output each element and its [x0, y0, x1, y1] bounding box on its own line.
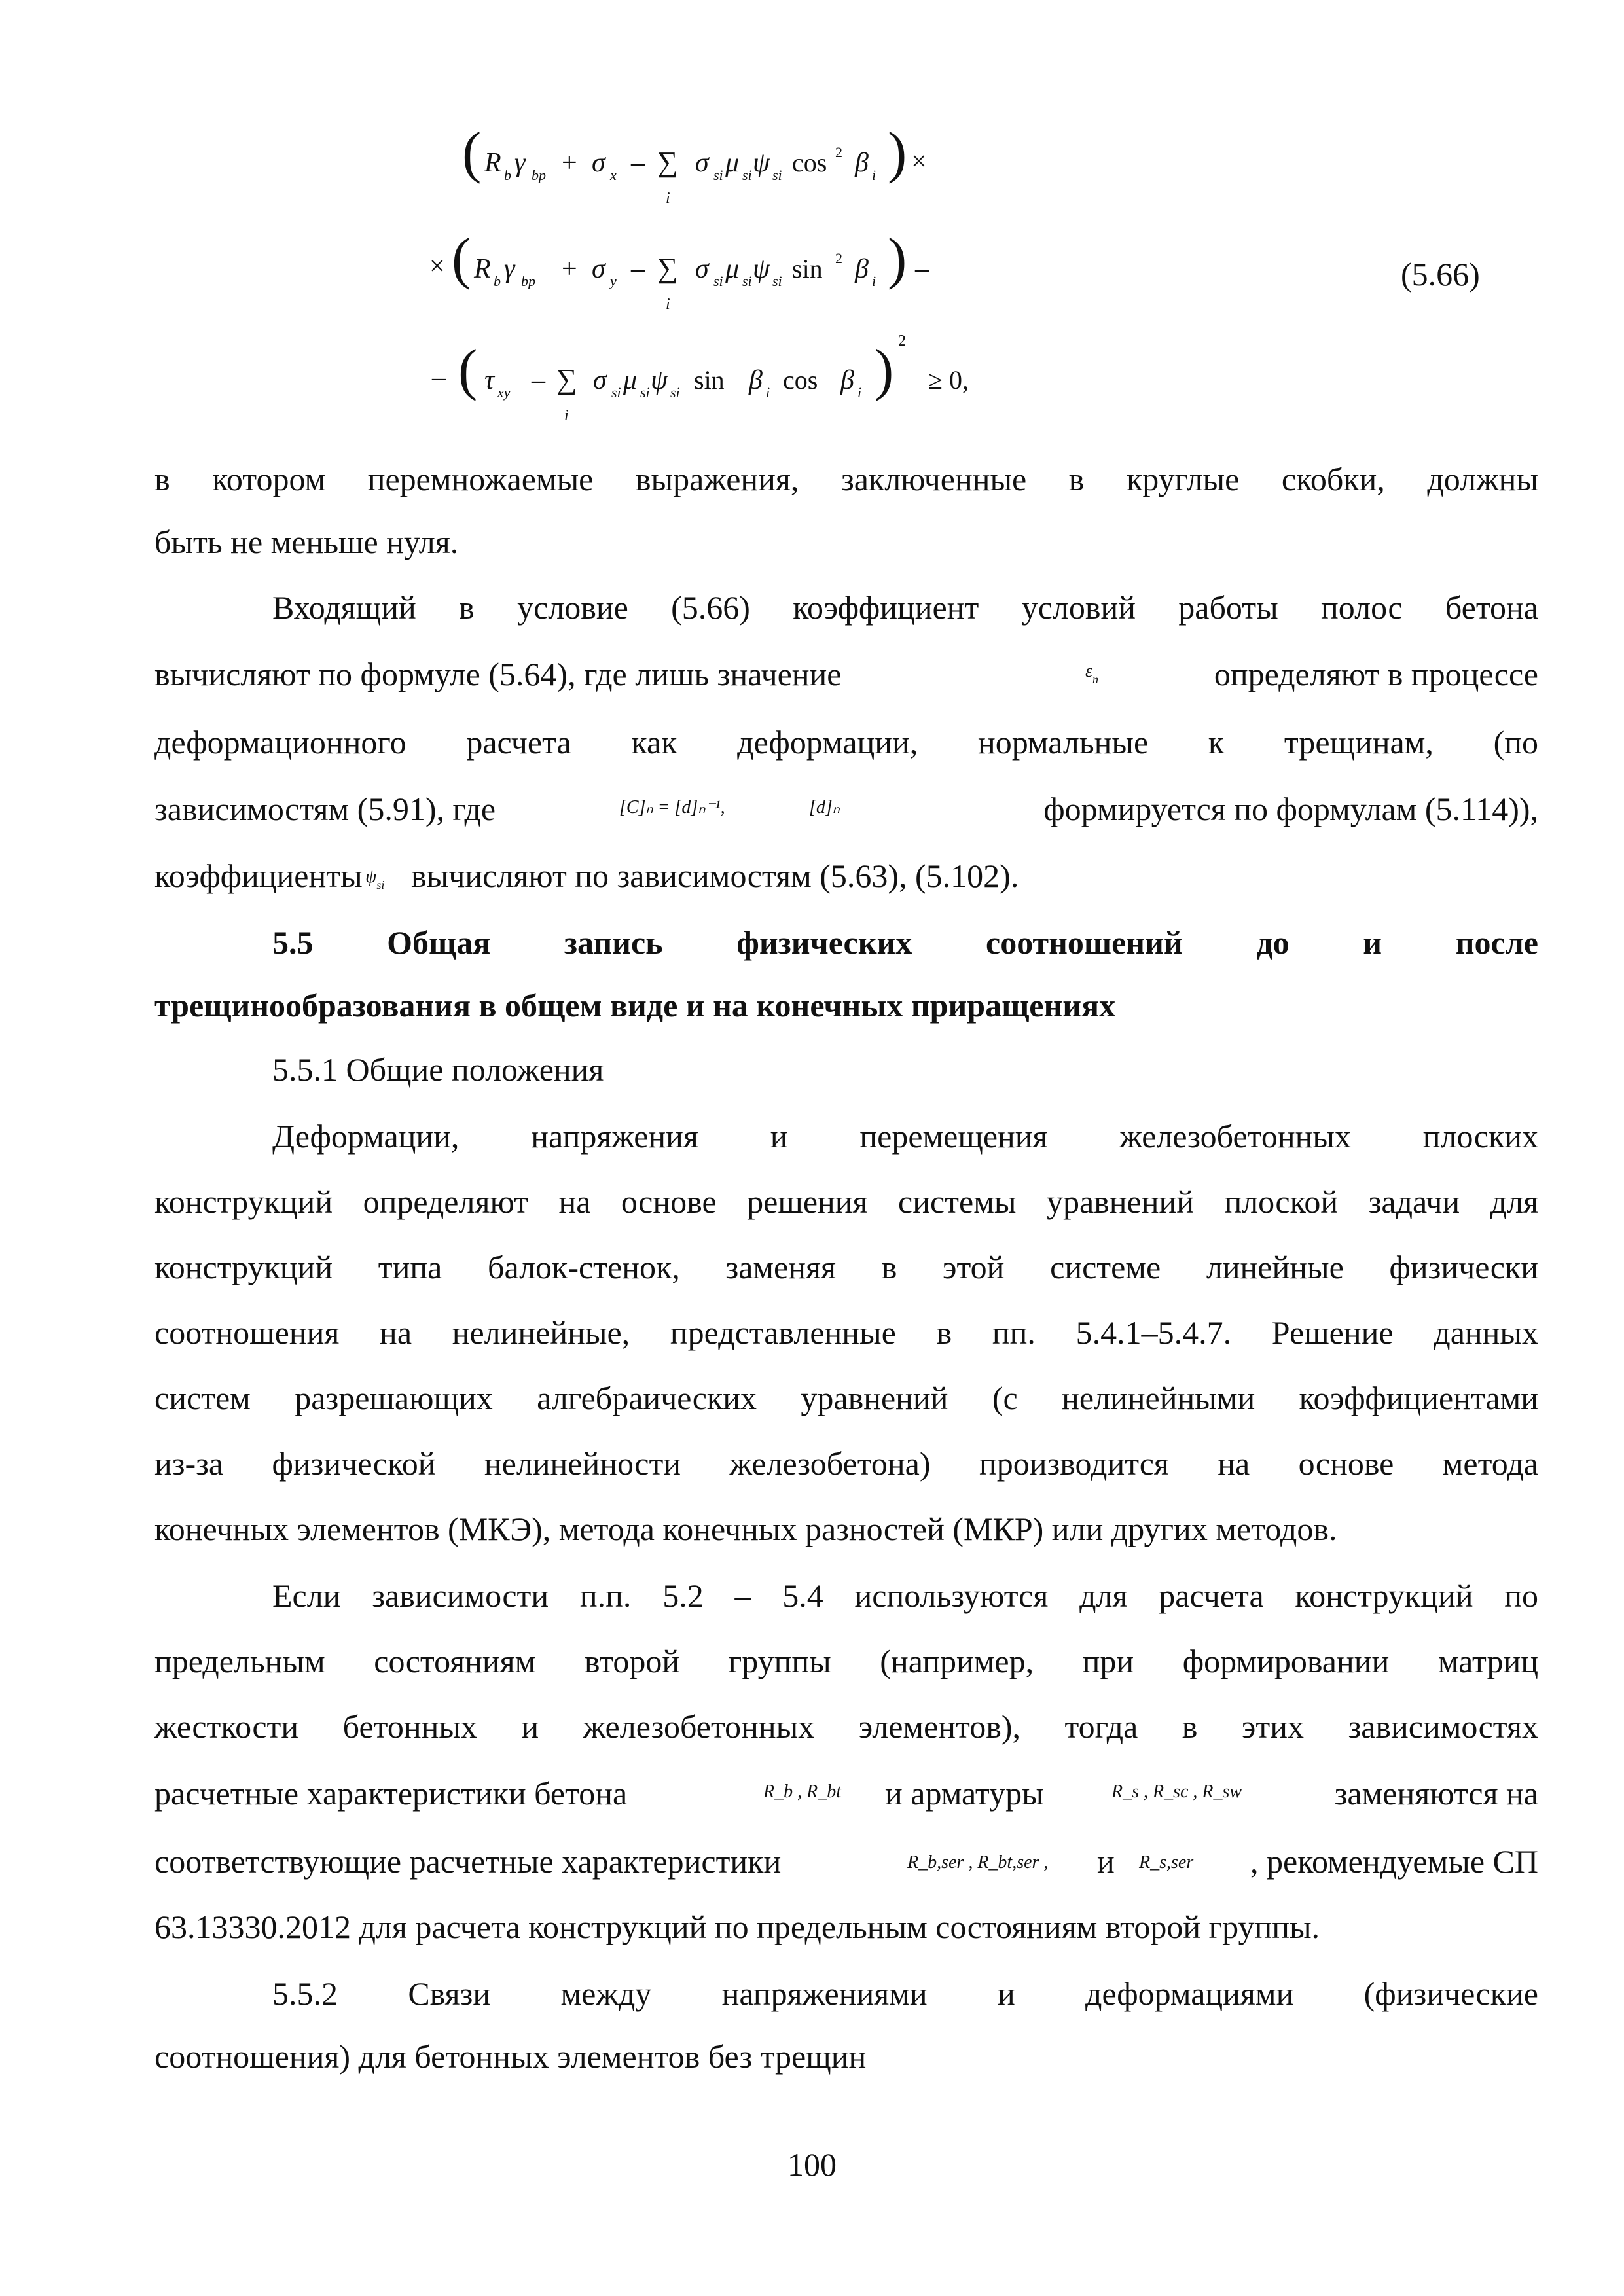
svg-text:si: si [772, 273, 782, 289]
matrix-d: [d]ₙ [809, 797, 840, 817]
svg-text:(: ( [458, 338, 478, 402]
text-line: конструкций определяют на основе решения системы уравнений плоской задачи для [154, 1183, 1538, 1220]
svg-text:b: b [494, 273, 501, 289]
formula-graphic [0, 0, 1624, 458]
text-line: в котором перемножаемые выражения, заключенные в круглые скобки, должны [154, 461, 1538, 497]
svg-text:sin: sin [792, 254, 823, 283]
svg-text:×: × [429, 251, 445, 281]
text-line-with-math: вычисляют по формуле (5.64), где лишь значение $\varepsilon_n$ определяют в процессе [154, 655, 1538, 694]
svg-text:i: i [766, 384, 770, 401]
text-line-with-math: расчетные характеристики бетона R_b , R_bt и арматуры R_s , R_sc , R_sw заменяются на [154, 1774, 1538, 1813]
text-line: жесткости бетонных и железобетонных элементов), тогда в этих зависимостях [154, 1708, 1538, 1745]
svg-text:b: b [504, 167, 511, 183]
text-line: Входящий в условие (5.66) коэффициент условий работы полос бетона [272, 589, 1538, 626]
svg-text:μ: μ [725, 254, 740, 284]
svg-text:ψ: ψ [753, 254, 770, 284]
svg-text:γ: γ [504, 254, 515, 284]
svg-text:≥ 0,: ≥ 0, [928, 365, 969, 395]
svg-text:si: si [611, 384, 621, 401]
svg-text:τ: τ [484, 365, 495, 395]
text-line: быть не меньше нуля. [154, 524, 459, 560]
svg-text:∑: ∑ [657, 252, 678, 284]
svg-text:–: – [432, 363, 446, 393]
svg-text:σ: σ [593, 365, 607, 395]
svg-text:x: x [610, 167, 617, 183]
epsilon-n: $\varepsilon_n$ [1085, 661, 1099, 686]
svg-text:cos: cos [792, 148, 827, 177]
svg-text:R: R [474, 254, 491, 284]
rb-rbt: R_b , R_bt [763, 1782, 841, 1802]
rs-rsc-rsw: R_s , R_sc , R_sw [1111, 1782, 1242, 1802]
svg-text:xy: xy [497, 384, 511, 401]
subsection-heading-5-5-2: 5.5.2 Связи между напряжениями и деформациями (физические [272, 1975, 1538, 2012]
svg-text:si: si [772, 167, 782, 183]
svg-text:∑: ∑ [657, 146, 678, 178]
svg-text:bp: bp [521, 273, 535, 289]
svg-text:β: β [855, 254, 869, 284]
svg-text:si: si [640, 384, 650, 401]
paren-right-1: ) [888, 121, 907, 185]
svg-text:β: β [840, 365, 854, 395]
svg-text:y: y [610, 273, 617, 289]
text-line-with-math: зависимостям (5.91), где [C]ₙ = [d]ₙ⁻¹, [d]ₙ формируется по формулам (5.114)), [154, 789, 1538, 829]
text-line: систем разрешающих алгебраических уравнений (с нелинейными коэффициентами [154, 1380, 1538, 1416]
svg-text:2: 2 [835, 144, 842, 160]
svg-text:–: – [631, 148, 645, 178]
text-line: конечных элементов (МКЭ), метода конечных разностей (МКР) или других методов. [154, 1511, 1337, 1547]
text-line: Деформации, напряжения и перемещения железобетонных плоских [272, 1118, 1538, 1155]
paren-left-1: ( [462, 121, 482, 185]
svg-text:γ: γ [514, 148, 526, 178]
psi-si: $\psi_{si}$ [365, 867, 385, 891]
svg-text:sin: sin [694, 365, 725, 395]
svg-text:–: – [532, 365, 545, 395]
text-line: соотношения на нелинейные, представленные в пп. 5.4.1–5.4.7. Решение данных [154, 1314, 1538, 1351]
svg-text:bp: bp [532, 167, 546, 183]
svg-text:∑: ∑ [556, 363, 577, 395]
svg-text:ψ: ψ [651, 365, 668, 395]
svg-text:si: si [713, 273, 723, 289]
equation-number: (5.66) [1401, 256, 1480, 293]
text-line-with-math: соответствующие расчетные характеристики R_b,ser , R_bt,ser , и R_s,ser , рекомендуемые СП [154, 1842, 1538, 1881]
svg-text:ψ: ψ [753, 148, 770, 178]
svg-text:+: + [562, 254, 577, 284]
svg-text:μ: μ [623, 365, 638, 395]
svg-text:σ: σ [592, 148, 605, 178]
section-heading-5-5-cont: трещинообразования в общем виде и на конечных приращениях [154, 987, 1116, 1024]
svg-text:(: ( [452, 227, 471, 291]
svg-text:si: si [742, 167, 752, 183]
svg-text:i: i [564, 407, 569, 424]
page-number: 100 [787, 2146, 837, 2183]
svg-text:2: 2 [835, 250, 842, 266]
text-line: деформационного расчета как деформации, нормальные к трещинам, (по [154, 724, 1538, 761]
text-line: предельным состояниям второй группы (например, при формировании матриц [154, 1643, 1538, 1679]
rsser: R_s,ser [1139, 1852, 1194, 1873]
svg-text:×: × [911, 147, 927, 177]
subsection-heading-5-5-1: 5.5.1 Общие положения [272, 1051, 604, 1088]
svg-text:i: i [666, 190, 670, 207]
text-line-with-math: коэффициенты $\psi_{si}$ вычисляют по зависимостям (5.63), (5.102). [154, 856, 1538, 895]
text-line: из-за физической нелинейности железобетона) производится на основе метода [154, 1445, 1538, 1482]
svg-text:–: – [915, 254, 929, 284]
svg-text:cos: cos [783, 365, 818, 395]
svg-text:β: β [749, 365, 763, 395]
svg-text:+: + [562, 148, 577, 178]
svg-text:μ: μ [725, 148, 740, 178]
svg-text:si: si [670, 384, 680, 401]
svg-text:2: 2 [898, 332, 906, 350]
rbser-rbtser: R_b,ser , R_bt,ser , [907, 1852, 1049, 1873]
svg-text:β: β [855, 148, 869, 178]
svg-text:): ) [875, 338, 894, 402]
svg-text:i: i [872, 167, 876, 183]
svg-text:i: i [857, 384, 862, 401]
svg-text:si: si [742, 273, 752, 289]
text-line: Если зависимости п.п. 5.2 – 5.4 используются для расчета конструкций по [272, 1577, 1538, 1614]
svg-text:R: R [484, 148, 501, 178]
svg-text:–: – [631, 254, 645, 284]
svg-text:i: i [872, 273, 876, 289]
text-line: 63.13330.2012 для расчета конструкций по предельным состояниям второй группы. [154, 1909, 1320, 1945]
svg-text:si: si [713, 167, 723, 183]
text-line: конструкций типа балок-стенок, заменяя в этой системе линейные физически [154, 1249, 1538, 1285]
svg-text:σ: σ [695, 148, 709, 178]
svg-text:i: i [666, 296, 670, 313]
svg-text:σ: σ [592, 254, 605, 284]
svg-text:σ: σ [695, 254, 709, 284]
svg-text:): ) [888, 227, 907, 291]
matrix-c-formula: [C]ₙ = [d]ₙ⁻¹, [619, 797, 725, 817]
subsection-heading-5-5-2-cont: соотношения) для бетонных элементов без трещин [154, 2038, 867, 2075]
section-heading-5-5: 5.5 Общая запись физических соотношений до и после [272, 924, 1538, 961]
